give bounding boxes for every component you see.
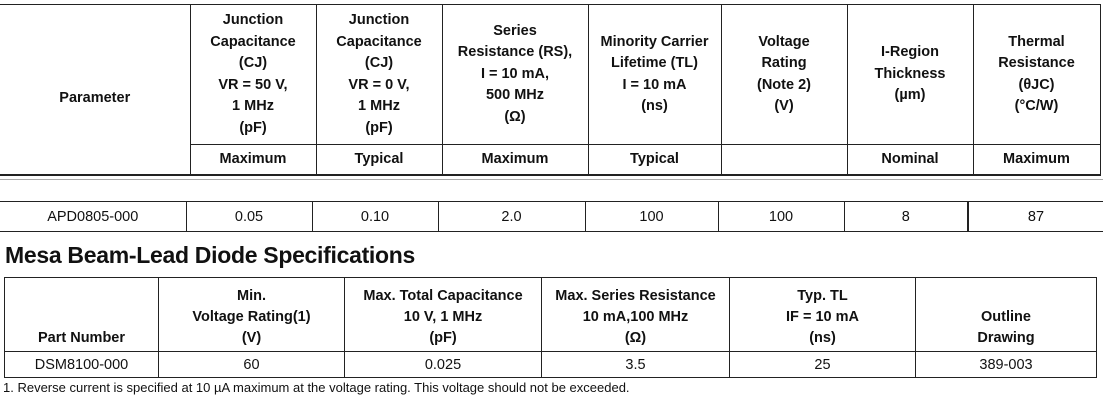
header-parameter: Parameter (0, 5, 190, 175)
cell-cj-50v: 0.05 (186, 202, 312, 232)
cell-outline-drawing: 389-003 (916, 352, 1097, 378)
cell-i-region-thickness: 8 (844, 202, 968, 232)
subheader-maximum: Maximum (190, 145, 316, 175)
table-row (0, 202, 1103, 232)
subheader-typical: Typical (588, 145, 721, 175)
parameter-header-table (0, 4, 1101, 176)
cell-typ-lifetime: 25 (730, 352, 916, 378)
header-minority-carrier-lifetime: Minority Carrier Lifetime (TL) I = 10 mA (ns) (588, 5, 721, 145)
footnote: 1. Reverse current is specified at 10 µA maximum at the voltage rating. This voltage should not be exceeded. (3, 380, 630, 395)
cell-voltage-rating: 100 (718, 202, 844, 232)
cell-series-resistance: 2.0 (438, 202, 585, 232)
table-row (5, 352, 1097, 378)
subheader-nominal: Nominal (847, 145, 973, 175)
parameter-data-table (0, 201, 1103, 232)
subheader-typical: Typical (316, 145, 442, 175)
subheader-maximum: Maximum (973, 145, 1100, 175)
cell-min-voltage-rating: 60 (159, 352, 345, 378)
cell-lifetime: 100 (585, 202, 718, 232)
header-thermal-resistance: Thermal Resistance (θJC) (°C/W) (973, 5, 1100, 145)
header-outline-drawing: Outline Drawing (916, 278, 1097, 352)
cell-part-number: APD0805-000 (0, 202, 186, 232)
header-junction-capacitance-0v: Junction Capacitance (CJ) VR = 0 V, 1 MHz (pF) (316, 5, 442, 145)
header-junction-capacitance-50v: Junction Capacitance (CJ) VR = 50 V, 1 MHz (pF) (190, 5, 316, 145)
header-min-voltage-rating: Min. Voltage Rating(1) (V) (159, 278, 345, 352)
header-typ-lifetime: Typ. TL IF = 10 mA (ns) (730, 278, 916, 352)
header-series-resistance: Series Resistance (RS), I = 10 mA, 500 MHz (Ω) (442, 5, 588, 145)
header-i-region-thickness: I-Region Thickness (µm) (847, 5, 973, 145)
subheader-empty (721, 145, 847, 175)
subheader-maximum: Maximum (442, 145, 588, 175)
header-max-series-resistance: Max. Series Resistance 10 mA,100 MHz (Ω) (542, 278, 730, 352)
mesa-spec-table (4, 277, 1097, 378)
header-max-total-capacitance: Max. Total Capacitance 10 V, 1 MHz (pF) (345, 278, 542, 352)
header-voltage-rating: Voltage Rating (Note 2) (V) (721, 5, 847, 145)
cell-max-total-capacitance: 0.025 (345, 352, 542, 378)
cell-cj-0v: 0.10 (312, 202, 438, 232)
header-part-number: Part Number (5, 278, 159, 352)
cell-thermal-resistance: 87 (968, 202, 1103, 232)
cell-part-number: DSM8100-000 (5, 352, 159, 378)
section-divider (0, 179, 1103, 180)
cell-max-series-resistance: 3.5 (542, 352, 730, 378)
section-title: Mesa Beam-Lead Diode Specifications (5, 242, 416, 268)
